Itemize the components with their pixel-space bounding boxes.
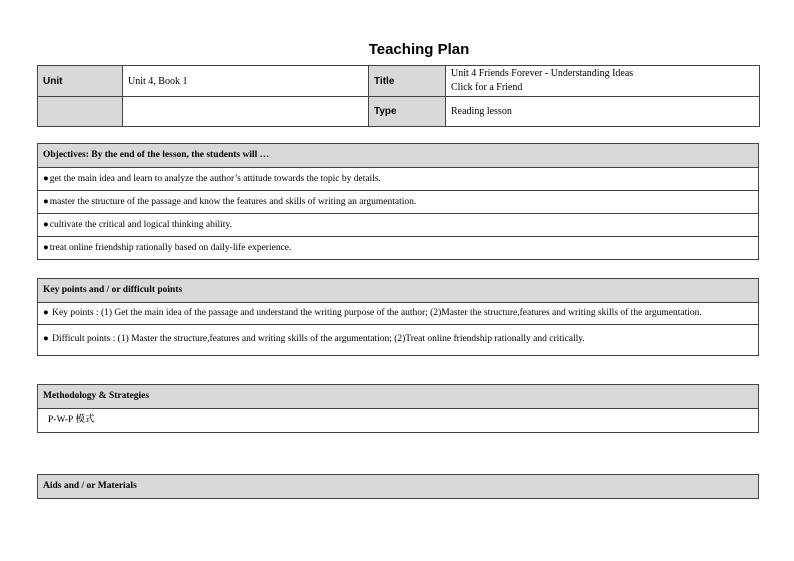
methodology-text: P-W-P 模式 [48,415,95,425]
blank-label-cell [38,97,123,127]
difficult-point-item [38,325,758,355]
lesson-info-table [37,65,760,127]
difficult-point-text: Difficult points : (1) Master the structure,features and writing skills of the argumentation; (2)Treat online friendship rationally and critically. [49,334,585,344]
type-label: Type [369,97,446,127]
bullet-icon: ● [43,308,49,318]
bullet-icon: ● [43,243,49,253]
title-label: Title [369,66,446,97]
unit-value: Unit 4, Book 1 [123,66,369,97]
objective-text: cultivate the critical and logical thinking ability. [49,220,232,230]
objectives-section [37,143,759,260]
unit-label: Unit [38,66,123,97]
methodology-heading: Methodology & Strategies [38,385,758,409]
methodology-value [38,409,758,432]
blank-value-cell [123,97,369,127]
bullet-icon: ● [43,220,49,230]
objective-item [38,191,758,214]
type-value: Reading lesson [446,97,760,127]
objective-item [38,168,758,191]
objectives-heading: Objectives: By the end of the lesson, the students will … [38,144,758,168]
objective-item [38,214,758,237]
objective-text: get the main idea and learn to analyze the author’s attitude towards the topic by details. [49,174,381,184]
page-title: Teaching Plan [368,41,470,58]
title-value [446,66,760,97]
aids-section [37,474,759,499]
bullet-icon: ● [43,174,49,184]
methodology-section [37,384,759,433]
key-points-section [37,278,759,356]
title-line-2: Click for a Friend [451,82,523,93]
title-line-1: Unit 4 Friends Forever - Understanding Ideas [451,68,634,79]
objective-text: treat online friendship rationally based on daily-life experience. [49,243,292,253]
bullet-icon: ● [43,334,49,344]
objective-item [38,237,758,259]
key-point-item [38,303,758,325]
objective-text: master the structure of the passage and know the features and skills of writing an argumentation. [49,197,417,207]
aids-heading: Aids and / or Materials [38,475,758,498]
key-point-text: Key points : (1) Get the main idea of the passage and understand the writing purpose of the author; (2)Master the structure,features and writing skills of the argumentation. [49,308,702,318]
key-points-heading: Key points and / or difficult points [38,279,758,303]
bullet-icon: ● [43,197,49,207]
